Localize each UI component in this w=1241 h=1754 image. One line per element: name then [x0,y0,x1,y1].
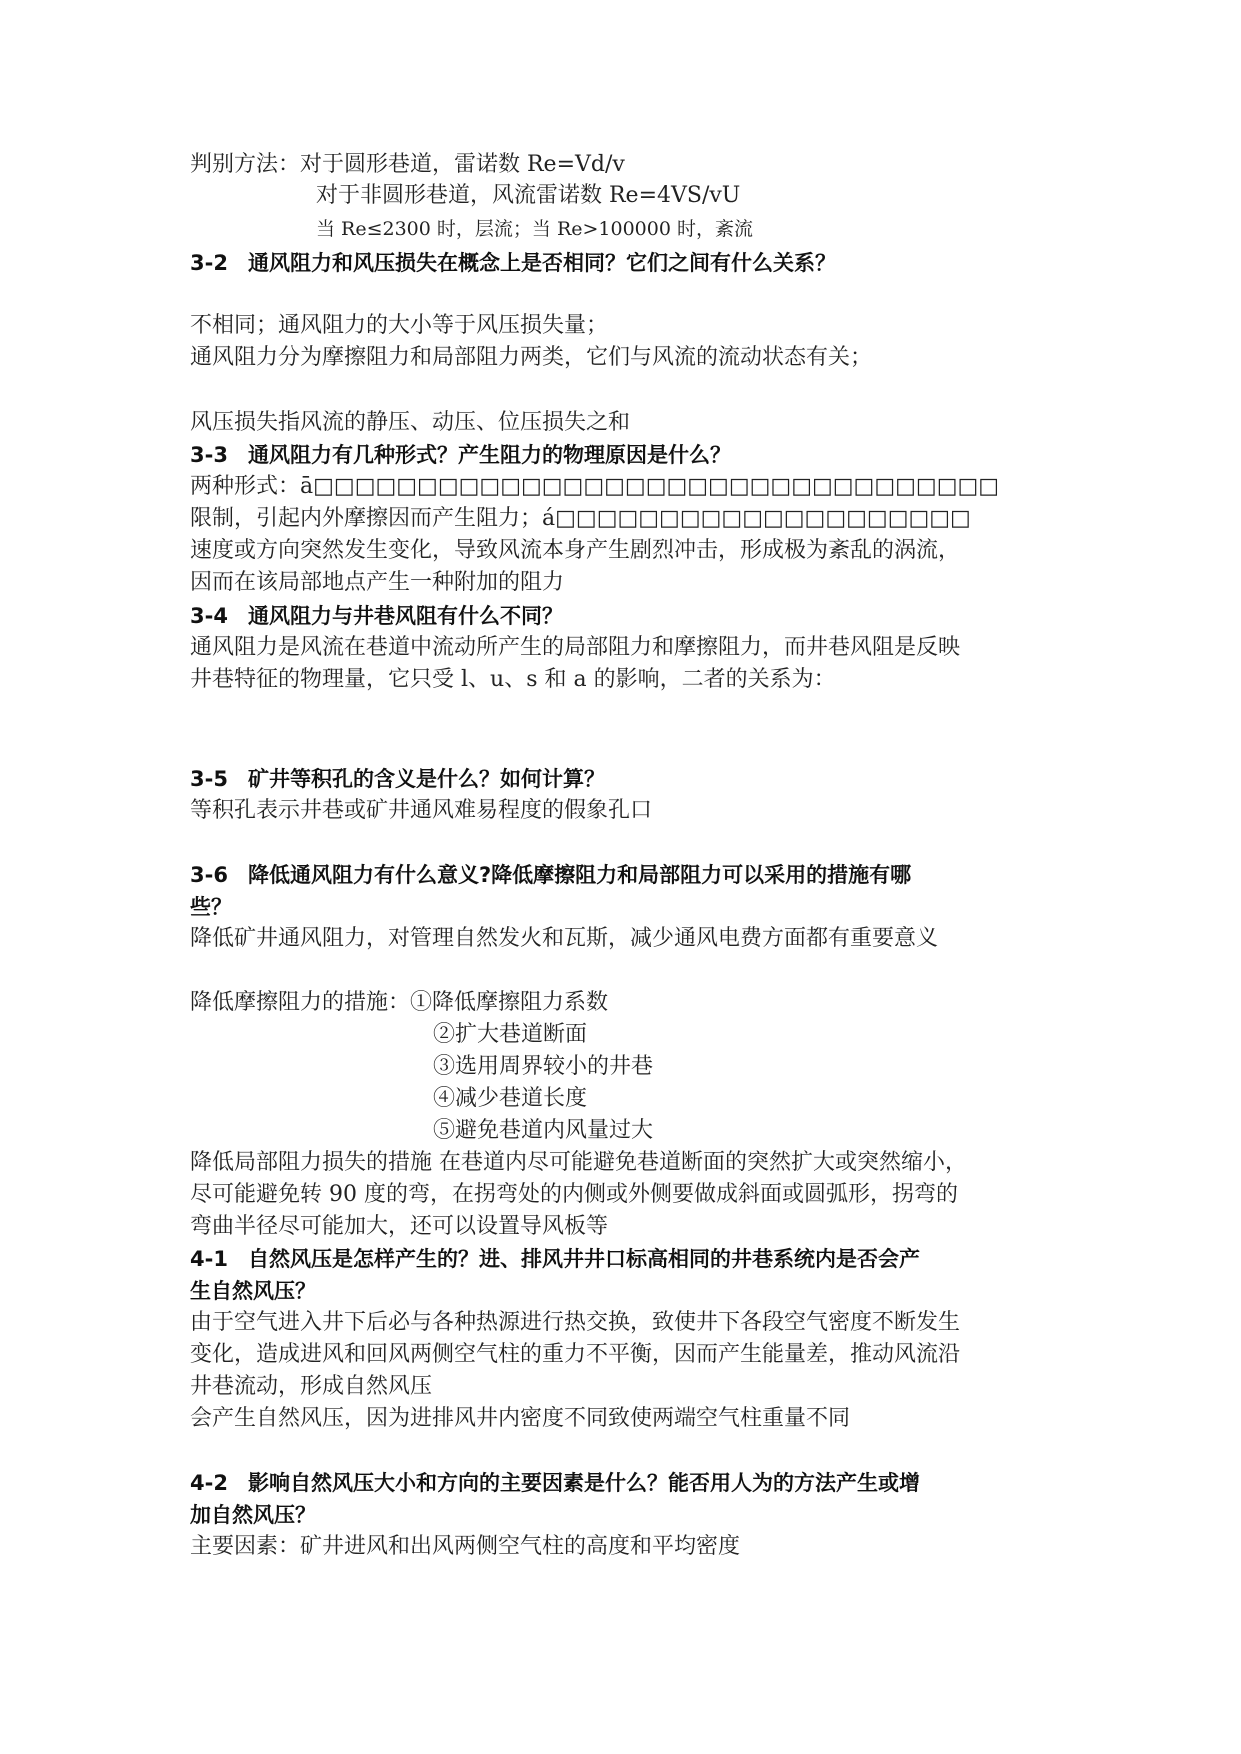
question-4-1-heading [190,1244,920,1274]
answer-line: 限制，引起内外摩擦因而产生阻力；á□□□□□□□□□□□□□□□□□□□□ [190,506,971,531]
answer-line: 尽可能避免转 90 度的弯，在拐弯处的内侧或外侧要做成斜面或圆弧形，拐弯的 [190,1182,958,1207]
answer-line: 降低局部阻力损失的措施 在巷道内尽可能避免巷道断面的突然扩大或突然缩小， [190,1150,967,1175]
answer-line: 风压损失指风流的静压、动压、位压损失之和 [190,410,631,435]
question-text: 自然风压是怎样产生的？进、排风井井口标高相同的井巷系统内是否会产 [248,1247,920,1271]
question-3-3-heading [190,440,731,470]
answer-line: 井巷流动，形成自然风压 [190,1374,433,1399]
measure-item: ⑤避免巷道内风量过大 [433,1118,654,1143]
answer-line: 主要因素：矿井进风和出风两侧空气柱的高度和平均密度 [190,1534,741,1559]
reynolds-method-line: 判别方法：对于圆形巷道，雷诺数 Re=Vd/v [190,152,625,177]
question-text: 通风阻力和风压损失在概念上是否相同？它们之间有什么关系？ [248,251,836,275]
question-4-2-continuation: 加自然风压？ [190,1503,316,1527]
question-text: 矿井等积孔的含义是什么？如何计算？ [248,767,605,791]
question-number: 3-2 [190,251,228,275]
answer-line: 由于空气进入井下后必与各种热源进行热交换，致使井下各段空气密度不断发生 [190,1310,961,1335]
answer-line: 等积孔表示井巷或矿井通风难易程度的假象孔口 [190,798,653,823]
answer-line: 因而在该局部地点产生一种附加的阻力 [190,570,565,595]
question-text: 降低通风阻力有什么意义?降低摩擦阻力和局部阻力可以采用的措施有哪 [248,863,912,887]
answer-line: 两种形式：ā□□□□□□□□□□□□□□□□□□□□□□□□□□□□□□□□□ [190,474,1000,499]
answer-line: 降低摩擦阻力的措施：①降低摩擦阻力系数 [190,990,609,1015]
measure-item: ③选用周界较小的井巷 [433,1054,654,1079]
answer-line: 井巷特征的物理量，它只受 l、u、s 和 a 的影响，二者的关系为： [190,667,836,692]
reynolds-criteria-line: 当 Re≤2300 时，层流；当 Re>100000 时，紊流 [316,218,753,240]
answer-line: 弯曲半径尽可能加大，还可以设置导风板等 [190,1214,609,1239]
answer-line: 降低矿井通风阻力，对管理自然发火和瓦斯，减少通风电费方面都有重要意义 [190,926,939,951]
answer-line: 通风阻力分为摩擦阻力和局部阻力两类，它们与风流的流动状态有关； [190,345,873,370]
question-3-2-heading [190,248,836,278]
answer-line: 速度或方向突然发生变化，导致风流本身产生剧烈冲击，形成极为紊乱的涡流， [190,538,961,563]
question-number: 3-5 [190,767,228,791]
question-4-2-heading [190,1468,920,1498]
question-text: 通风阻力有几种形式？产生阻力的物理原因是什么？ [248,443,731,467]
question-number: 4-1 [190,1247,228,1271]
question-3-5-heading [190,764,605,794]
question-text: 通风阻力与井巷风阻有什么不同？ [248,604,563,628]
question-number: 4-2 [190,1471,228,1495]
question-3-6-continuation: 些？ [190,895,232,919]
answer-line: 会产生自然风压，因为进排风井内密度不同致使两端空气柱重量不同 [190,1406,851,1431]
answer-line: 变化，造成进风和回风两侧空气柱的重力不平衡，因而产生能量差，推动风流沿 [190,1342,961,1367]
question-3-6-heading [190,860,911,890]
question-4-1-continuation: 生自然风压？ [190,1279,316,1303]
answer-line: 不相同；通风阻力的大小等于风压损失量； [190,313,609,338]
question-text: 影响自然风压大小和方向的主要因素是什么？能否用人为的方法产生或增 [248,1471,920,1495]
question-number: 3-4 [190,604,228,628]
reynolds-noncircular-line: 对于非圆形巷道，风流雷诺数 Re=4VS/vU [316,183,741,208]
answer-line: 通风阻力是风流在巷道中流动所产生的局部阻力和摩擦阻力，而井巷风阻是反映 [190,635,961,660]
question-number: 3-3 [190,443,228,467]
question-number: 3-6 [190,863,228,887]
measure-item: ④减少巷道长度 [433,1086,588,1111]
measure-item: ②扩大巷道断面 [433,1022,588,1047]
question-3-4-heading [190,601,563,631]
